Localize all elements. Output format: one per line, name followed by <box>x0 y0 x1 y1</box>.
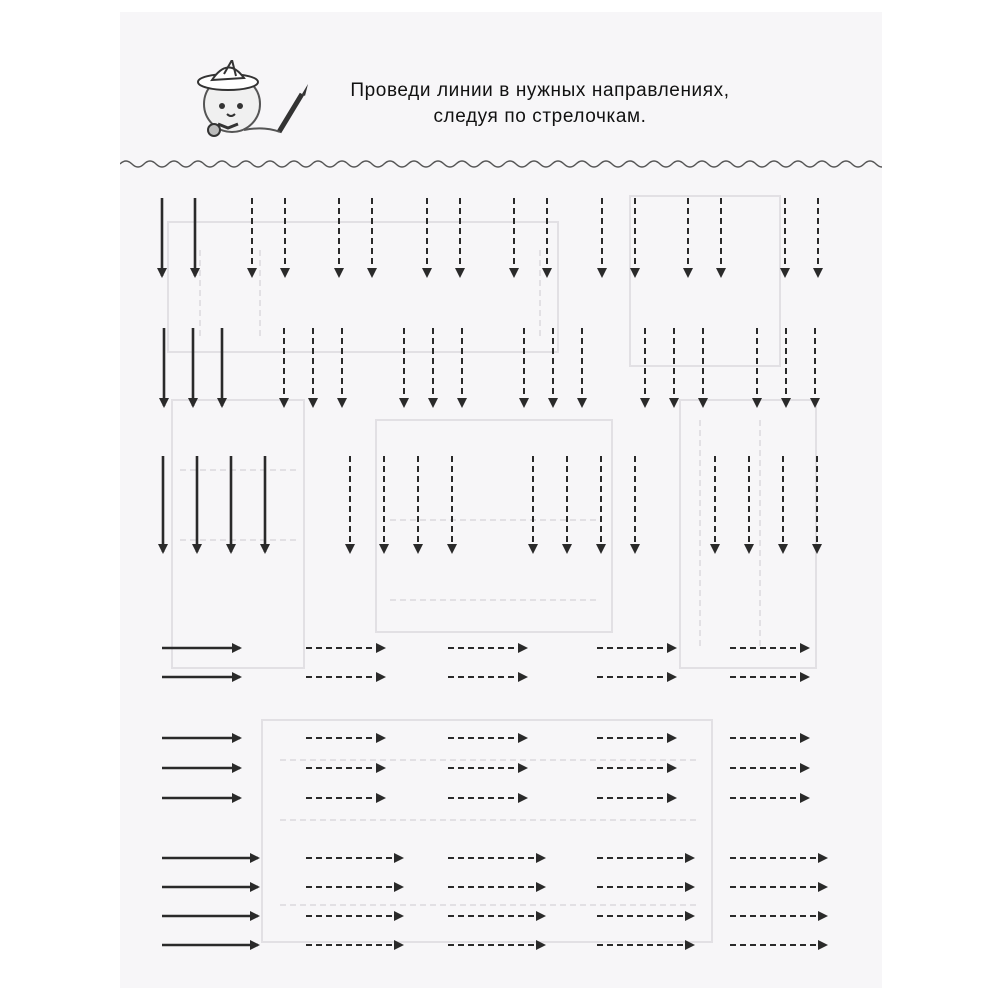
instruction-line-2: следуя по стрелочкам. <box>433 106 647 127</box>
ghost-frame <box>262 720 712 942</box>
instruction-line-1: Проведи линии в нужных направлениях, <box>350 80 730 101</box>
ghost-frame <box>172 400 304 668</box>
ghost-frame <box>168 222 558 352</box>
ghost-background-arrows <box>168 196 816 942</box>
